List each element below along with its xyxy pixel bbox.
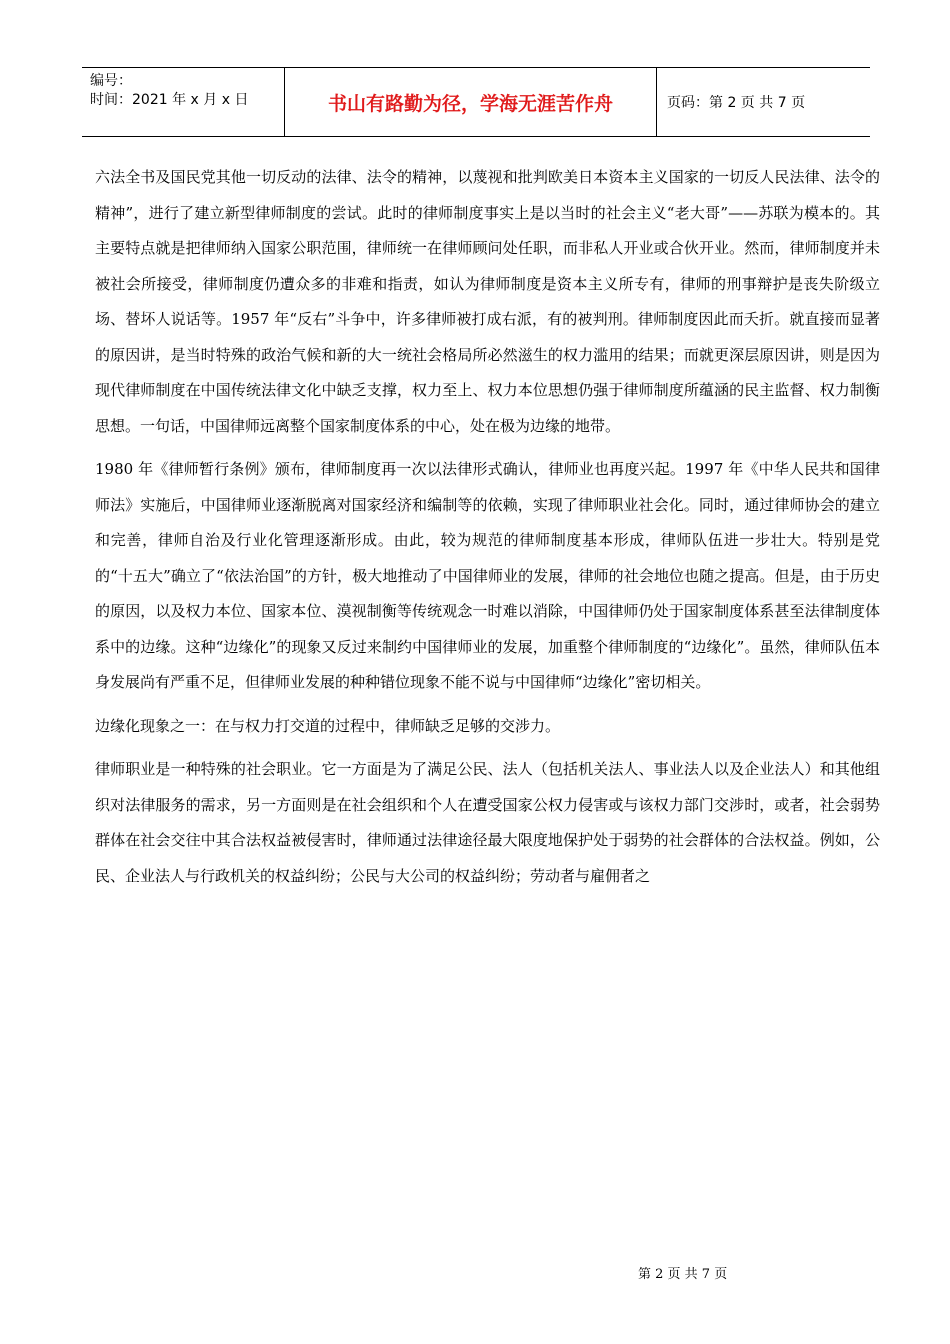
document-body	[95, 160, 880, 894]
number-label: 编号：	[90, 73, 132, 89]
page-number-label: 页码：第 2 页 共 7 页	[667, 95, 806, 111]
page-footer: 第 2 页 共 7 页	[638, 1267, 728, 1282]
paragraph: 六法全书及国民党其他一切反动的法律、法令的精神，以蔑视和批判欧美日本资本主义国家的一切反人民法律、法令的精神”，进行了建立新型律师制度的尝试。此时的律师制度事实上是以当时的社会主义“老大哥”——苏联为模本的。其主要特点就是把律师纳入国家公职范围，律师统一在律师顾问处任职，而非私人开业或合伙开业。然而，律师制度并未被社会所接受，律师制度仍遭众多的非难和指责，如认为律师制度是资本主义所专有，律师的刑事辩护是丧失阶级立场、替坏人说话等。1957 年“反右”斗争中，许多律师被打成右派，有的被判刑。律师制度因此而夭折。就直接而显著的原因讲，是当时特殊的政治气候和新的大一统社会格局所必然滋生的权力滥用的结果；而就更深层原因讲，则是因为现代律师制度在中国传统法律文化中缺乏支撑，权力至上、权力本位思想仍强于律师制度所蕴涵的民主监督、权力制衡思想。一句话，中国律师远离整个国家制度体系的中心，处在极为边缘的地带。	[95, 168, 880, 435]
page-header	[82, 67, 870, 137]
motto: 书山有路勤为径，学海无涯苦作舟	[284, 68, 657, 136]
paragraph: 律师职业是一种特殊的社会职业。它一方面是为了满足公民、法人（包括机关法人、事业法人以及企业法人）和其他组织对法律服务的需求，另一方面则是在社会组织和个人在遭受国家公权力侵害或与该权力部门交涉时，或者，社会弱势群体在社会交往中其合法权益被侵害时，律师通过法律途径最大限度地保护处于弱势的社会群体的合法权益。例如，公民、企业法人与行政机关的权益纠纷；公民与大公司的权益纠纷；劳动者与雇佣者之	[95, 760, 880, 885]
time-label: 时间：2021 年 x 月 x 日	[90, 92, 249, 108]
header-meta	[82, 68, 284, 136]
paragraph: 边缘化现象之一：在与权力打交道的过程中，律师缺乏足够的交涉力。	[95, 716, 561, 735]
paragraph: 1980 年《律师暂行条例》颁布，律师制度再一次以法律形式确认，律师业也再度兴起。1997 年《中华人民共和国律师法》实施后，中国律师业逐渐脱离对国家经济和编制等的依赖，实现了律师职业社会化。同时，通过律师协会的建立和完善，律师自治及行业化管理逐渐形成。由此，较为规范的律师制度基本形成，律师队伍进一步壮大。特别是党的“十五大”确立了“依法治国”的方针，极大地推动了中国律师业的发展，律师的社会地位也随之提高。但是，由于历史的原因，以及权力本位、国家本位、漠视制衡等传统观念一时难以消除，中国律师仍处于国家制度体系甚至法律制度体系中的边缘。这种“边缘化”的现象又反过来制约中国律师业的发展，加重整个律师制度的“边缘化”。虽然，律师队伍本身发展尚有严重不足，但律师业发展的种种错位现象不能不说与中国律师“边缘化”密切相关。	[95, 460, 880, 691]
